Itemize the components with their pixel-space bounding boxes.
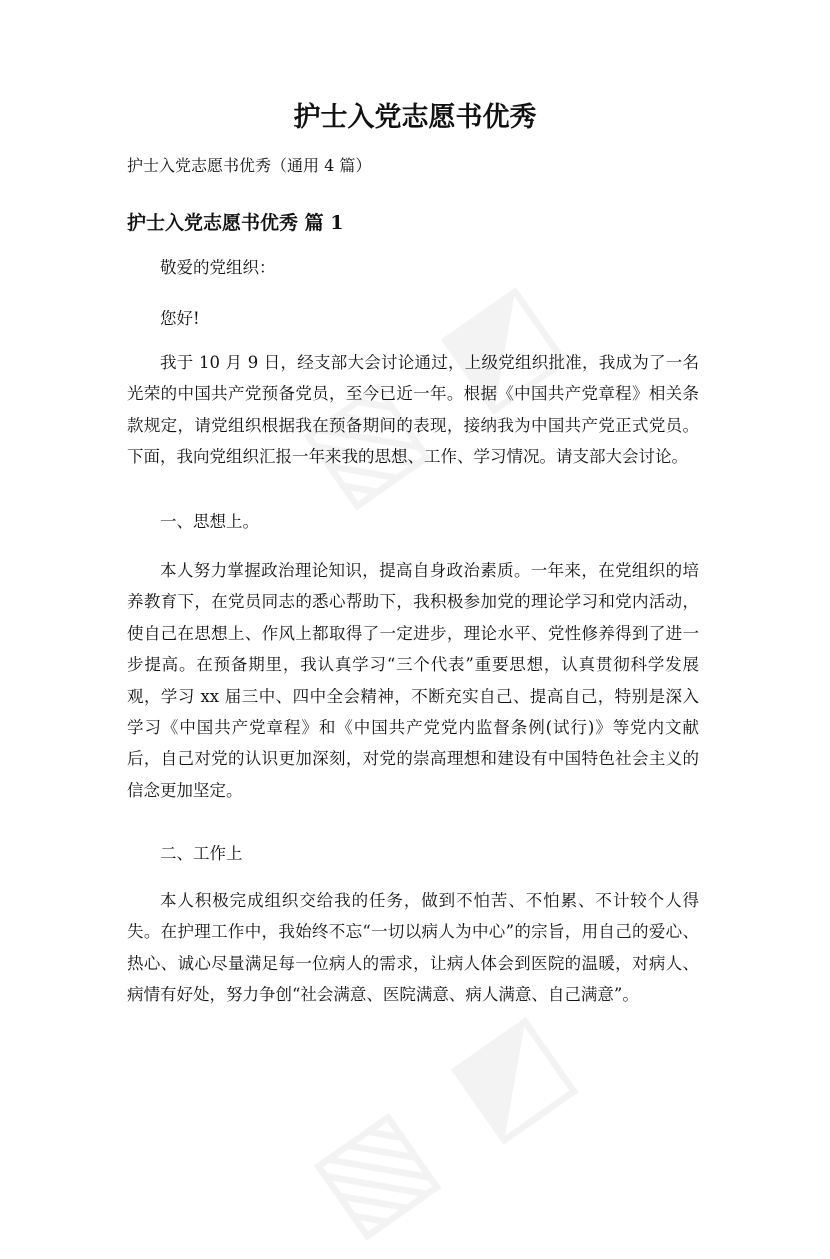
document-title: 护士入党志愿书优秀 — [293, 102, 537, 133]
greeting-paragraph: 敬爱的党组织： — [160, 258, 276, 277]
watermark — [286, 980, 600, 1258]
subheading-thought: 一、思想上。 — [160, 512, 259, 531]
salutation-paragraph: 您好! — [160, 309, 200, 328]
work-paragraph: 本人积极完成组织交给我的任务，做到不怕苦、不怕累、不计较个人得失。在护理工作中，我始终不忘“一切以病人为中心”的宗旨，用自己的爱心、热心、诚心尽量满足每一位病人的需求，让病人体会到医院的温暖，对病人、病情有好处，努力争创“社会满意、医院满意、病人满意、自己满意”。 — [127, 891, 699, 1005]
intro-paragraph: 我于 10 月 9 日，经支部大会讨论通过，上级党组织批准，我成为了一名光荣的中国共产党预备党员，至今已近一年。根据《中国共产党章程》相关条款规定，请党组织根据我在预备期间的表现，接纳我为中国共产党正式党员。下面，我向党组织汇报一年来我的思想、工作、学习情况。请支部大会讨论。 — [127, 353, 699, 467]
subheading-work: 二、工作上 — [160, 844, 243, 863]
thought-paragraph: 本人努力掌握政治理论知识，提高自身政治素质。一年来，在党组织的培养教育下，在党员同志的悉心帮助下，我积极参加党的理论学习和党内活动，使自己在思想上、作风上都取得了一定进步，理论水平、党性修养得到了进一步提高。在预备期里，我认真学习“三个代表”重要思想，认真贯彻科学发展观，学习 xx 届三中、四中全会精神，不断充实自己、提高自己，特别是深入学习《中国共产党章程》和《中国共产党党内监督条例(试行)》等党内文献后，自己对党的认识更加深刻，对党的崇高理想和建设有中国特色社会主义的信念更加坚定。 — [127, 561, 699, 800]
section-heading: 护士入党志愿书优秀 篇 1 — [127, 212, 344, 234]
document-subtitle: 护士入党志愿书优秀（通用 4 篇） — [127, 156, 372, 175]
